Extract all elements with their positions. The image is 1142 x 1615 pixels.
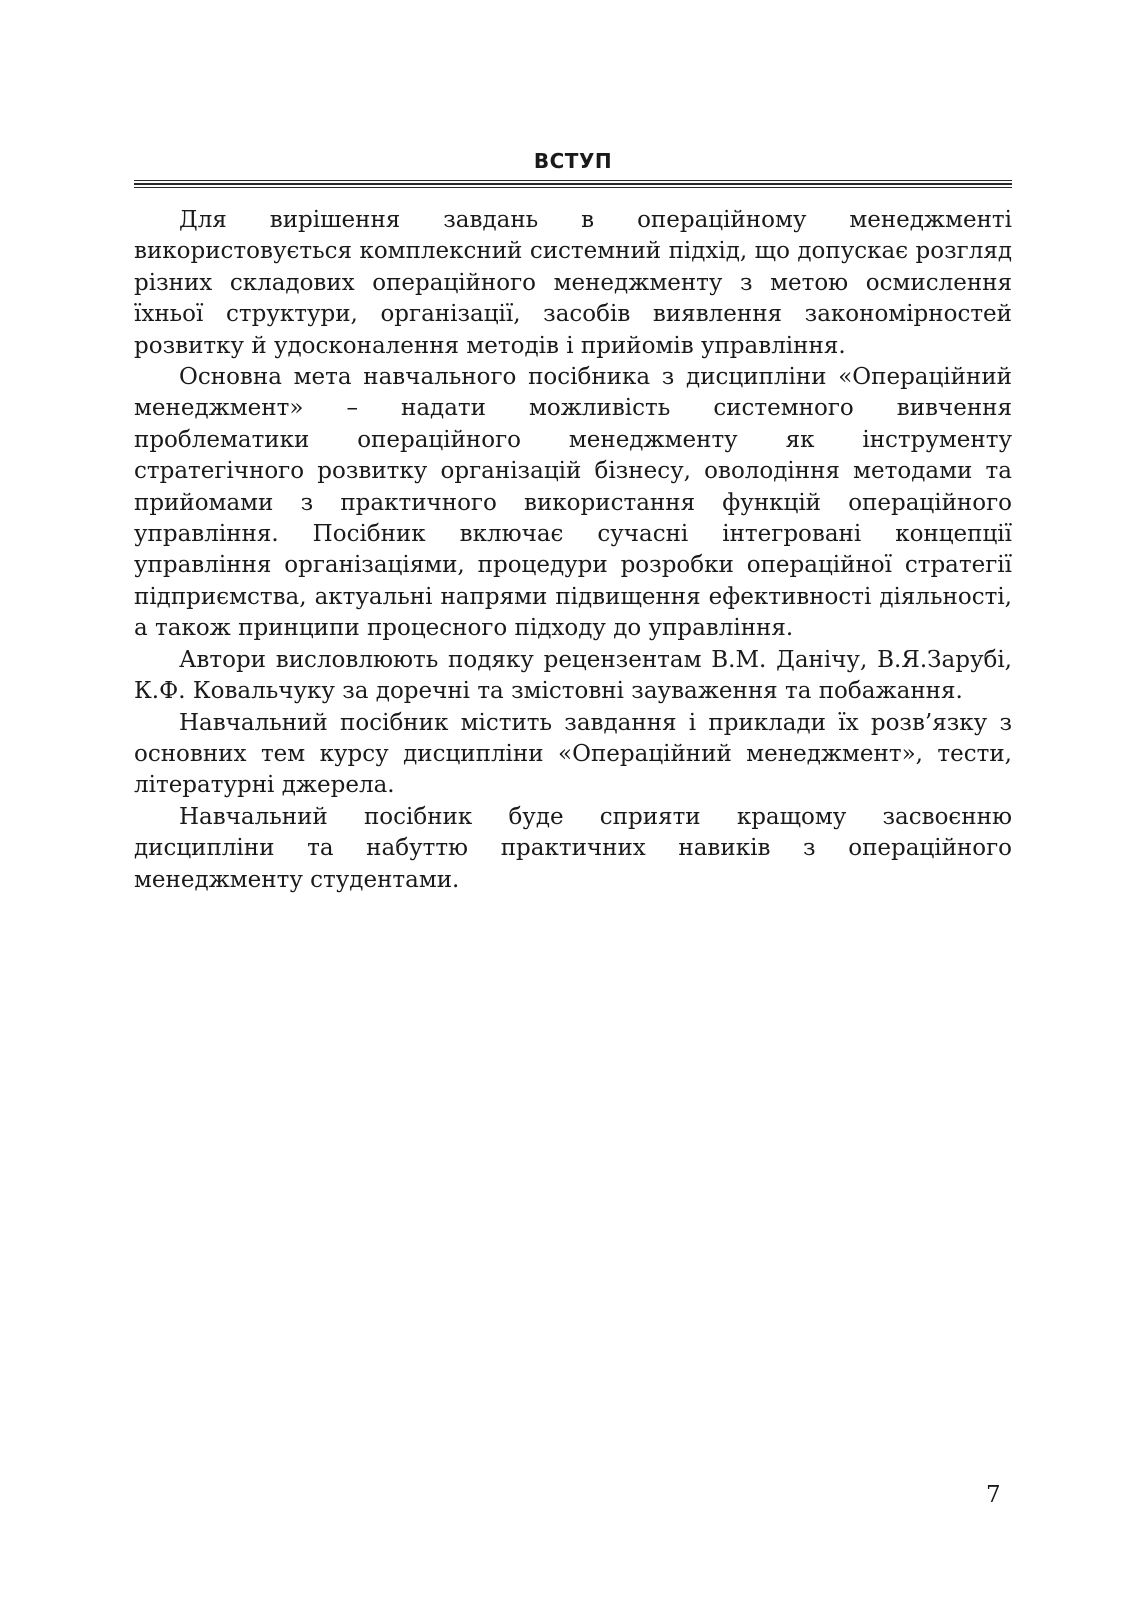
heading-rule-middle	[134, 183, 1012, 185]
paragraph: Автори висловлюють подяку рецензентам В.М. Данічу, В.Я.Зарубі, К.Ф. Ковальчуку за доречні та змістовні зауваження та побажання.	[134, 646, 1012, 705]
page-number: 7	[986, 1482, 1001, 1508]
paragraph: Навчальний посібник містить завдання і приклади їх розв’язку з основних тем курсу дисципліни «Операційний менеджмент», тести, літературні джерела.	[134, 709, 1012, 799]
paragraph: Основна мета навчального посібника з дисципліни «Операційний менеджмент» – надати можливість системного вивчення проблематики операційного менеджменту як інструменту стратегічного розвитку організацій бізнесу, оволодіння методами та прийомами з практичного використання функцій операційного управління. Посібник включає сучасні інтегровані концепції управління організаціями, процедури розробки операційної стратегії підприємства, актуальні напрями підвищення ефективності діяльності, а також принципи процесного підходу до управління.	[134, 364, 1012, 642]
heading-rule-bottom	[134, 187, 1012, 188]
heading-rule-top	[134, 180, 1012, 181]
paragraph: Навчальний посібник буде сприяти кращому засвоєнню дисципліни та набуттю практичних навиків з операційного менеджменту студентами.	[134, 803, 1012, 893]
paragraph: Для вирішення завдань в операційному менеджменті використовується комплексний системний підхід, що допускає розгляд різних складових операційного менеджменту з метою осмислення їхньої структури, організації, засобів виявлення закономірностей розвитку й удосконалення методів і прийомів управління.	[134, 207, 1012, 359]
body-text	[134, 205, 1012, 896]
section-heading: ВСТУП	[533, 149, 613, 173]
